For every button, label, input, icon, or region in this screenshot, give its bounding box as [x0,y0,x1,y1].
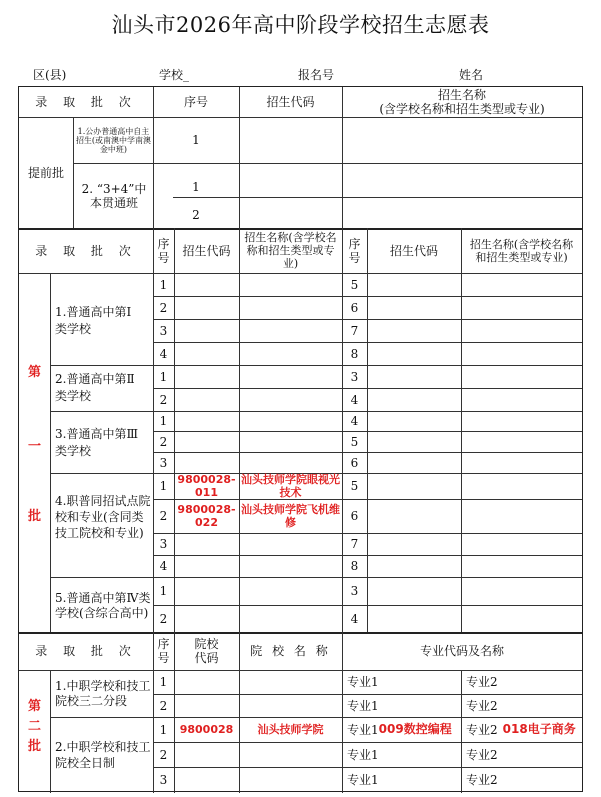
applicant-info [0,66,601,84]
b1-filled-name-2[interactable]: 汕头技师学院飞机维修 [241,503,340,529]
b1-seq-right: 5 [350,479,359,493]
b1-seq-right: 8 [350,559,359,573]
early-batch-label: 提前批 [27,165,64,180]
batch1-category-2: 2.普通高中第Ⅱ类学校 [55,372,135,403]
b1-seq-left: 2 [159,434,168,449]
b1-seq-left: 1 [159,369,168,384]
batch1-label-top: 第 [27,365,41,380]
header-name-line1: 招生名称 [437,88,486,102]
b1-seq-right: 5 [350,277,359,292]
b1-seq-left: 2 [159,509,168,523]
b2-major2-filled[interactable] [461,717,582,742]
b1-seq-left: 4 [159,346,168,361]
b1-seq-right: 5 [350,434,359,449]
b2-major1-filled[interactable] [342,717,461,742]
b2-seq: 1 [159,675,168,689]
early-seq-1: 1 [192,133,200,147]
early-seq-2a: 1 [192,180,200,194]
b2-seq: 3 [159,773,168,787]
header3-name: 院 校 名 称 [250,644,331,658]
b2-major1-label: 专业1 [347,747,379,762]
b1-seq-right: 6 [350,509,359,523]
b2-major1-label: 专业1 [347,698,379,713]
b1-filled-name-1[interactable]: 汕头技师学院眼视光技术 [241,473,340,499]
batch1-category-5: 5.普通高中第Ⅳ类学校(含综合高中) [55,591,151,620]
b2-seq: 2 [159,747,168,762]
b1-seq-left: 2 [159,611,168,626]
b1-seq-right: 4 [350,392,359,407]
batch2-label-bot: 批 [27,739,41,754]
b1-seq-right: 6 [350,455,359,470]
header2-seq-right: 序号 [348,236,361,265]
district-label: 区(县) [33,68,67,82]
header2-name-right: 招生名称(含学校名称 和招生类型或专业) [469,237,574,264]
b1-seq-left: 1 [159,414,168,428]
batch1-category-4: 4.职普同招试点院校和专业(含同类技工院校和专业) [55,494,151,540]
b2-major2-label: 专业2 [466,773,498,787]
b2-major1-label: 专业1 [347,722,379,737]
b1-seq-left: 1 [159,479,168,493]
page-title: 汕头市2026年高中阶段学校招生志愿表 [111,13,490,37]
header2-batch: 录 取 批 次 [35,243,137,258]
early-seq-2b: 2 [192,208,200,222]
header2-seq: 序号 [157,236,170,265]
header2-name: 招生名称(含学校名称和招生类型或专业) [244,231,337,270]
school-label: 学校_ [159,68,190,82]
batch1-label-bot: 批 [27,509,41,524]
b1-seq-left: 2 [159,392,168,407]
b1-seq-left: 3 [159,323,168,338]
b2-major1-value[interactable]: 009数控编程 [378,722,452,736]
b2-filled-name[interactable]: 汕头技师学院 [257,723,324,736]
batch2-category-2: 2.中职学校和技工院校全日制 [55,740,151,770]
header3-major: 专业代码及名称 [419,644,504,658]
b1-filled-code-1[interactable]: 9800028-011 [177,473,236,499]
b1-seq-right: 8 [350,346,359,361]
batch2-category-1: 1.中职学校和技工院校三二分段 [55,678,151,708]
b1-seq-right: 3 [350,584,359,598]
b1-seq-right: 4 [350,611,359,626]
header-name [342,87,582,117]
header-batch: 录 取 批 次 [35,95,137,109]
b2-major2-label: 专业2 [466,675,498,689]
header3-batch: 录 取 批 次 [35,644,137,658]
header2-code: 招生代码 [182,243,231,258]
early-item-2: 2. “3+4”中本贯通班 [81,181,147,210]
b2-major1-label: 专业1 [347,773,379,787]
header3-seq: 序号 [157,637,170,665]
b1-seq-left: 4 [159,559,168,573]
batch1-category-3: 3.普通高中第Ⅲ类学校 [55,427,139,458]
batch2-label-top: 第 [27,699,41,714]
b2-major2-value[interactable]: 018电子商务 [502,722,576,736]
b2-filled-code[interactable]: 9800028 [179,723,234,736]
b1-seq-left: 1 [159,584,168,598]
b2-major2-label: 专业2 [466,722,498,737]
b2-major2-label: 专业2 [466,747,498,762]
b1-seq-left: 1 [159,277,168,292]
batch1-label-mid: 一 [27,439,41,454]
b1-filled-code-2[interactable]: 9800028-022 [177,503,236,529]
b2-major1-label: 专业1 [347,675,379,689]
b2-seq: 2 [159,698,168,713]
b1-seq-left: 3 [159,455,168,470]
b2-seq: 1 [159,722,168,737]
batch1-category-1: 1.普通高中第Ⅰ类学校 [55,305,132,336]
b1-seq-right: 7 [350,323,359,338]
batch2-label-mid: 二 [27,719,41,734]
header-name-line2: (含学校名称和招生类型或专业) [379,102,545,116]
header-code: 招生代码 [266,95,315,109]
b1-seq-right: 6 [350,300,359,315]
header-seq: 序号 [183,95,208,109]
b1-seq-left: 3 [159,537,168,551]
application-form [18,86,583,792]
b1-seq-right: 7 [350,537,359,551]
b1-seq-right: 4 [350,414,359,428]
early-item-1: 1.公办普通高中自主招生(或南澳中学南澳金中班) [75,127,152,154]
reg-no-label: 报名号 [298,68,335,82]
b2-major2-label: 专业2 [466,698,498,713]
header3-code: 院校代码 [194,637,219,665]
name-label: 姓名 [459,68,484,82]
b1-seq-right: 3 [350,369,359,384]
header2-code-right: 招生代码 [389,243,438,258]
b1-seq-left: 2 [159,300,168,315]
